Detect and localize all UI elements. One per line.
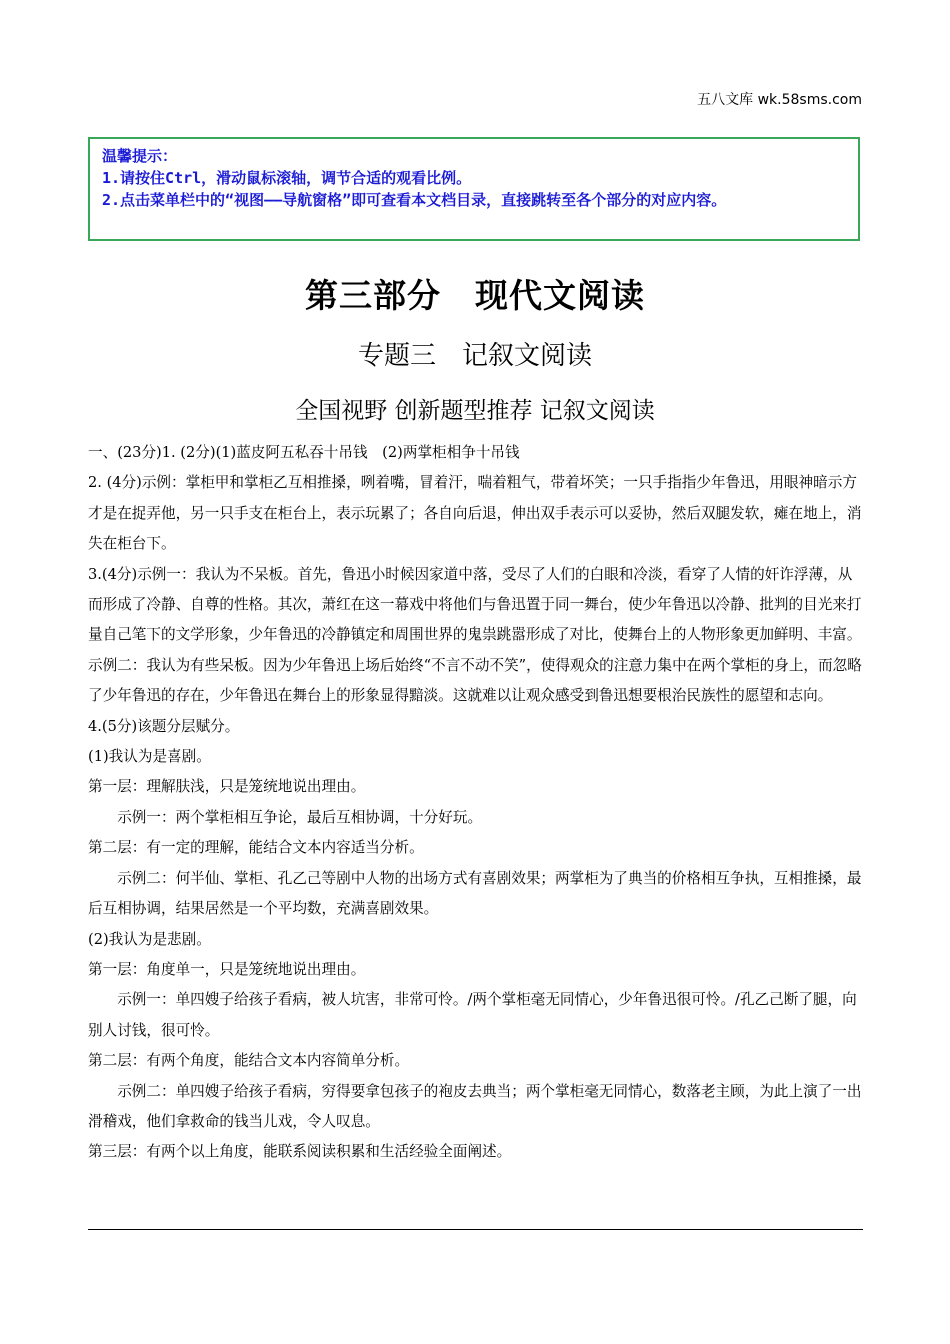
paragraph: 第一层：理解肤浅，只是笼统地说出理由。 <box>88 778 366 796</box>
answer-body <box>88 438 864 1168</box>
paragraph: 第一层：角度单一，只是笼统地说出理由。 <box>88 960 366 978</box>
paragraph: 一、(23分)1. (2分)(1)蓝皮阿五私吞十吊钱 (2)两掌柜相争十吊钱 <box>88 444 520 461</box>
tip-line-2: 2.点击菜单栏中的“视图——导航窗格”即可查看本文档目录，直接跳转至各个部分的对应内容。 <box>102 191 727 209</box>
paragraph: 第二层：有一定的理解，能结合文本内容适当分析。 <box>88 839 424 857</box>
paragraph: 示例一：两个掌柜相互争论，最后互相协调，十分好玩。 <box>117 808 483 826</box>
part-title: 第三部分 现代文阅读 <box>305 276 645 315</box>
paragraph: (1)我认为是喜剧。 <box>88 748 211 766</box>
paragraph: 示例一：单四嫂子给孩子看病，被人坑害，非常可怜。/两个掌柜毫无同情心，少年鲁迅很可怜。/孔乙己断了腿，向别人讨钱，很可怜。 <box>88 991 857 1039</box>
paragraph: 第二层：有两个角度，能结合文本内容简单分析。 <box>88 1052 410 1070</box>
tip-box <box>88 137 860 241</box>
paragraph: 示例二：单四嫂子给孩子看病，穷得要拿包孩子的袍皮去典当；两个掌柜毫无同情心，数落老主顾，为此上演了一出滑稽戏，他们拿救命的钱当儿戏，令人叹息。 <box>88 1082 862 1130</box>
bottom-divider <box>88 1229 863 1230</box>
tip-title: 温馨提示： <box>102 147 178 165</box>
tip-line-1: 1.请按住Ctrl，滑动鼠标滚轴，调节合适的观看比例。 <box>102 169 472 187</box>
section-title: 全国视野 创新题型推荐 记叙文阅读 <box>295 398 655 424</box>
paragraph: (2)我认为是悲剧。 <box>88 930 211 948</box>
paragraph: 示例二：我认为有些呆板。因为少年鲁迅上场后始终“不言不动不笑”，使得观众的注意力集中在两个掌柜的身上，而忽略了少年鲁迅的存在，少年鲁迅在舞台上的形象显得黯淡。这就难以让观众感受到鲁迅想要根治民族性的愿望和志向。 <box>88 656 862 705</box>
paragraph: 示例二：何半仙、掌柜、孔乙己等剧中人物的出场方式有喜剧效果；两掌柜为了典当的价格相互争执，互相推搡，最后互相协调，结果居然是一个平均数，充满喜剧效果。 <box>88 869 862 918</box>
paragraph: 第三层：有两个以上角度，能联系阅读积累和生活经验全面阐述。 <box>88 1143 512 1161</box>
paragraph: 2. (4分)示例：掌柜甲和掌柜乙互相推搡，咧着嘴，冒着汗，喘着粗气，带着坏笑；一只手指指少年鲁迅，用眼神暗示方才是在捉弄他，另一只手支在柜台上，表示玩累了；各自向后退，伸出双手表示可以妥协，然后双腿发软，瘫在地上，消失在柜台下。 <box>88 474 862 553</box>
site-label: 五八文库 wk.58sms.com <box>697 92 862 108</box>
paragraph: 4.(5分)该题分层赋分。 <box>88 717 240 735</box>
paragraph: 3.(4分)示例一：我认为不呆板。首先，鲁迅小时候因家道中落，受尽了人们的白眼和冷淡，看穿了人情的奸诈浮薄，从而形成了冷静、自尊的性格。其次，萧红在这一幕戏中将他们与鲁迅置于同一舞台，使少年鲁迅以冷静、批判的目光来打量自己笔下的文学形象，少年鲁迅的冷静镇定和周围世界的鬼祟跳嚣形成了对比，使舞台上的人物形象更加鲜明、丰富。 <box>88 565 862 644</box>
topic-title: 专题三 记叙文阅读 <box>357 341 592 371</box>
